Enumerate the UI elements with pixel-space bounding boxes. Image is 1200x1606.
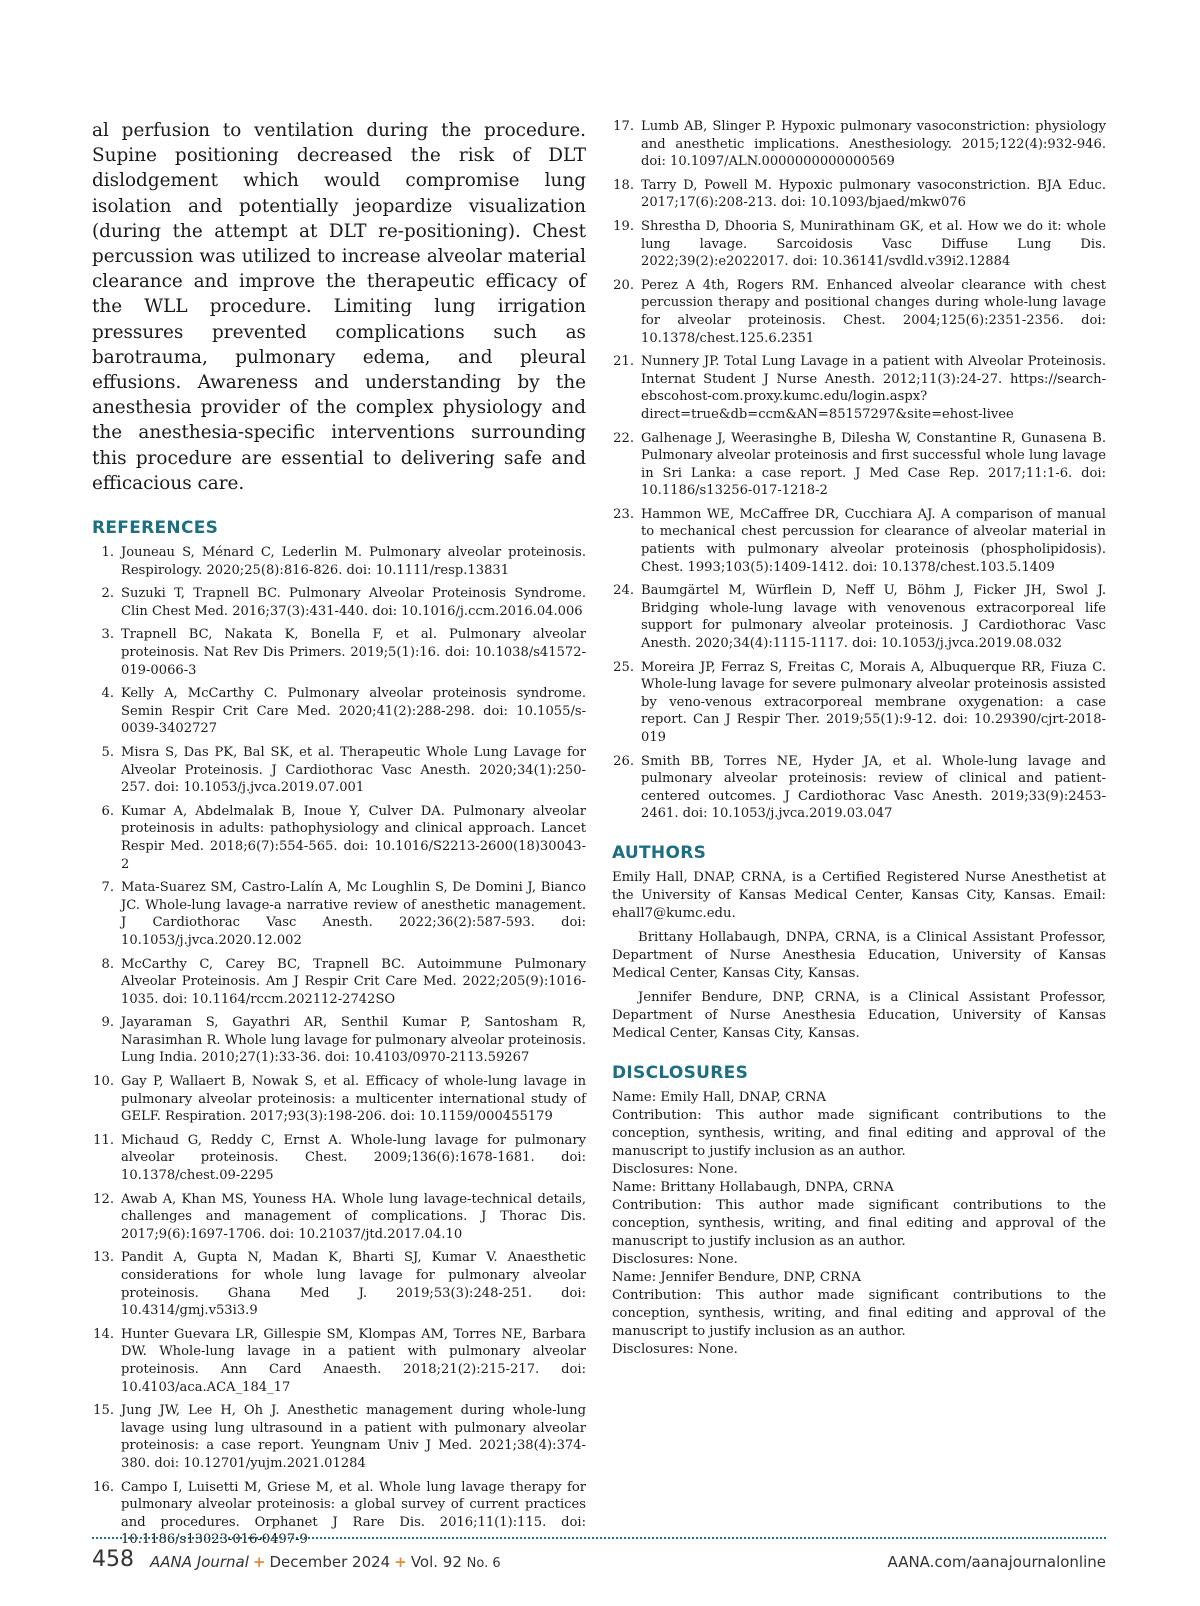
disclosure-line: Name: Brittany Hollabaugh, DNPA, CRNA (612, 1179, 894, 1195)
reference-text: Jayaraman S, Gayathri AR, Senthil Kumar P, Santosham R, Narasimhan R. Whole lung lavage for pulmonary alveolar proteinosis. Lung India. 2010;27(1):33-36. doi: 10.4103/0970-2113.59267 (121, 1015, 586, 1066)
reference-number: 20. (613, 277, 634, 293)
right-column (612, 118, 1106, 1359)
reference-item (612, 430, 1106, 500)
reference-item (612, 506, 1106, 576)
author-bio: Emily Hall, DNAP, CRNA, is a Certified Registered Nurse Anesthetist at the University of Kansas Medical Center, Kansas City, Kansas. Email: ehall7@kumc.edu. (612, 869, 1106, 921)
journal-citation (150, 1553, 501, 1571)
reference-number: 17. (613, 119, 634, 134)
reference-text: Lumb AB, Slinger P. Hypoxic pulmonary vasoconstriction: physiology and anesthetic implications. Anesthesiology. 2015;122(4):932-946. doi: 10.1097/ALN.0000000000000569 (641, 119, 1106, 170)
footer-dotted-divider (92, 1537, 1106, 1539)
left-column (92, 118, 586, 1555)
reference-text: Campo I, Luisetti M, Griese M, et al. Whole lung lavage therapy for pulmonary alveolar proteinosis: a global survey of current practices and procedures. Orphanet J Rare Dis. 2016;11(1):115. doi: 10.1186/s13023-016-0497-9 (121, 1479, 586, 1548)
reference-number: 1. (101, 545, 114, 561)
reference-number: 3. (101, 627, 114, 643)
reference-item (92, 1402, 586, 1472)
reference-item (612, 277, 1106, 347)
reference-number: 19. (613, 218, 634, 234)
reference-text: Smith BB, Torres NE, Hyder JA, et al. Whole-lung lavage and pulmonary alveolar proteinosis: review of clinical and patient-centered outcomes. J Cardiothorac Vasc Anesth. 2019;33(9):2453-2461. doi: 10.1053/j.jvca.2019.03.047 (641, 753, 1106, 822)
reference-number: 11. (93, 1132, 114, 1148)
reference-item (612, 659, 1106, 747)
reference-item (612, 177, 1106, 212)
reference-number: 5. (101, 744, 114, 760)
reference-number: 15. (93, 1403, 114, 1419)
reference-item (92, 1073, 586, 1126)
author-bio: Brittany Hollabaugh, DNPA, CRNA, is a Clinical Assistant Professor, Department of Nurse Anesthesia Education, University of Kansas Medical Center, Kansas City, Kansas. (612, 929, 1106, 981)
disclosure-line: Disclosures: None. (612, 1341, 738, 1357)
disclosure-line: Disclosures: None. (612, 1251, 738, 1267)
reference-item (612, 218, 1106, 271)
disclosure-line: Contribution: This author made significant contributions to the conception, synthesis, writing, and final editing and approval of the manuscript to justify inclusion as an author. (612, 1107, 1106, 1159)
reference-number: 23. (613, 506, 634, 522)
reference-text: Trapnell BC, Nakata K, Bonella F, et al. Pulmonary alveolar proteinosis. Nat Rev Dis Primers. 2019;5(1):16. doi: 10.1038/s41572-019-0066-3 (121, 627, 586, 678)
disclosure-line: Name: Jennifer Bendure, DNP, CRNA (612, 1269, 862, 1285)
journal-name: AANA Journal (150, 1553, 249, 1571)
disclosures-heading: DISCLOSURES (612, 1062, 749, 1083)
reference-number: 26. (613, 753, 634, 769)
reference-text: Perez A 4th, Rogers RM. Enhanced alveolar clearance with chest percussion therapy and positional changes during whole-lung lavage for alveolar proteinosis. Chest. 2004;125(6):2351-2356. doi: 10.1378/chest.125.6.2351 (641, 277, 1106, 346)
reference-item (92, 1191, 586, 1244)
reference-text: Gay P, Wallaert B, Nowak S, et al. Efficacy of whole-lung lavage in pulmonary alveolar proteinosis: a multicenter international study of GELF. Respiration. 2017;93(3):198-206. doi: 10.1159/000455179 (121, 1074, 586, 1125)
reference-number: 16. (93, 1479, 114, 1495)
reference-text: Kelly A, McCarthy C. Pulmonary alveolar proteinosis syndrome. Semin Respir Crit Care Med. 2020;41(2):288-298. doi: 10.1055/s-0039-3402727 (121, 686, 586, 737)
reference-number: 14. (93, 1326, 114, 1342)
reference-item (92, 1014, 586, 1067)
reference-text: Shrestha D, Dhooria S, Munirathinam GK, et al. How we do it: whole lung lavage. Sarcoidosis Vasc Diffuse Lung Dis. 2022;39(2):e2022017. doi: 10.36141/svdld.v39i2.12884 (641, 218, 1106, 270)
reference-item (612, 353, 1106, 423)
reference-text: Baumgärtel M, Würflein D, Neff U, Böhm J, Ficker JH, Swol J. Bridging whole-lung lavage with venovenous extracorporeal life support for pulmonary alveolar proteinosis. J Cardiothorac Vasc Anesth. 2020;34(4):1115-1117. doi: 10.1053/j.jvca.2019.08.032 (641, 583, 1106, 652)
issue-date: December 2024 (269, 1553, 391, 1571)
reference-item (612, 118, 1106, 171)
reference-number: 2. (101, 586, 114, 602)
reference-item (92, 1132, 586, 1185)
disclosure-line: Disclosures: None. (612, 1161, 738, 1177)
reference-number: 25. (613, 659, 634, 675)
reference-text: Galhenage J, Weerasinghe B, Dilesha W, Constantine R, Gunasena B. Pulmonary alveolar proteinosis and first successful whole lung lavage in Sri Lanka: a case report. J Med Case Rep. 2017;11:1-6. doi: 10.1186/s13256-017-1218-2 (641, 430, 1106, 499)
reference-item (92, 1249, 586, 1319)
plus-separator-icon: + (394, 1553, 407, 1571)
disclosure-line: Contribution: This author made significant contributions to the conception, synthesis, writing, and final editing and approval of the manuscript to justify inclusion as an author. (612, 1287, 1106, 1339)
reference-item (92, 585, 586, 620)
reference-item (92, 685, 586, 738)
reference-number: 8. (101, 956, 114, 972)
reference-item (92, 744, 586, 797)
authors-heading: AUTHORS (612, 842, 707, 863)
reference-number: 12. (93, 1191, 114, 1207)
reference-text: Pandit A, Gupta N, Madan K, Bharti SJ, Kumar V. Anaesthetic considerations for whole lung lavage for pulmonary alveolar proteinosis. Ghana Med J. 2019;53(3):248-251. doi: 10.4314/gmj.v53i3.9 (121, 1250, 586, 1319)
reference-number: 7. (101, 880, 114, 896)
reference-text: Moreira JP, Ferraz S, Freitas C, Morais A, Albuquerque RR, Fiuza C. Whole-lung lavage for severe pulmonary alveolar proteinosis assisted by veno-venous extracorporeal membrane oxygenation: a case report. Can J Respir Ther. 2019;55(1):9-12. doi: 10.29390/cjrt-2018-019 (641, 659, 1106, 745)
reference-number: 4. (101, 686, 114, 702)
volume: Vol. 92 (410, 1553, 462, 1571)
reference-item (612, 582, 1106, 652)
plus-separator-icon: + (252, 1553, 266, 1571)
intro-paragraph: al perfusion to ventilation during the procedure. Supine positioning decreased the risk of DLT dislodgement which would compromise lung isolation and potentially jeopardize visualization (during the attempt at DLT re-positioning). Chest percussion was utilized to increase alveolar material clearance and improve the therapeutic efficacy of the WLL procedure. Limiting lung irrigation pressures prevented complications such as barotrauma, pulmonary edema, and pleural effusions. Awareness and understanding by the anesthesia provider of the complex physiology and the anesthesia-specific interventions surrounding this procedure are essential to delivering safe and efficacious care. (92, 120, 586, 494)
reference-text: Mata-Suarez SM, Castro-Lalín A, Mc Loughlin S, De Domini J, Bianco JC. Whole-lung lavage-a narrative review of anesthetic management. J Cardiothorac Vasc Anesth. 2022;36(2):587-593. doi: 10.1053/j.jvca.2020.12.002 (121, 880, 586, 948)
reference-item (92, 803, 586, 873)
reference-text: Misra S, Das PK, Bal SK, et al. Therapeutic Whole Lung Lavage for Alveolar Proteinosis. J Cardiothorac Vasc Anesth. 2020;34(1):250-257. doi: 10.1053/j.jvca.2019.07.001 (121, 744, 586, 796)
reference-item (92, 879, 586, 949)
reference-text: Suzuki T, Trapnell BC. Pulmonary Alveolar Proteinosis Syndrome. Clin Chest Med. 2016;37(3):431-440. doi: 10.1016/j.ccm.2016.04.006 (121, 586, 586, 619)
reference-item (612, 753, 1106, 823)
disclosures-section (612, 1089, 1106, 1359)
disclosure-line: Name: Emily Hall, DNAP, CRNA (612, 1089, 827, 1105)
references-list-right (612, 118, 1106, 823)
reference-text: Jung JW, Lee H, Oh J. Anesthetic management during whole-lung lavage using lung ultrasound in a patient with pulmonary alveolar proteinosis: a case report. Yeungnam Univ J Med. 2021;38(4):374-380. doi: 10.12701/yujm.2021.01284 (121, 1403, 586, 1471)
reference-number: 22. (613, 430, 634, 446)
reference-text: Awab A, Khan MS, Youness HA. Whole lung lavage-technical details, challenges and management of complications. J Thorac Dis. 2017;9(6):1697-1706. doi: 10.21037/jtd.2017.04.10 (121, 1191, 586, 1242)
reference-text: Kumar A, Abdelmalak B, Inoue Y, Culver DA. Pulmonary alveolar proteinosis in adults: pathophysiology and clinical approach. Lancet Respir Med. 2018;6(7):554-565. doi: 10.1016/S2213-2600(18)30043-2 (121, 803, 586, 872)
issue-number: No. 6 (466, 1556, 501, 1571)
reference-text: Michaud G, Reddy C, Ernst A. Whole-lung lavage for pulmonary alveolar proteinosis. Chest. 2009;136(6):1678-1681. doi: 10.1378/chest.09-2295 (121, 1132, 586, 1184)
reference-number: 13. (93, 1250, 114, 1266)
reference-text: Hunter Guevara LR, Gillespie SM, Klompas AM, Torres NE, Barbara DW. Whole-lung lavage in a patient with pulmonary alveolar proteinosis. Ann Card Anaesth. 2018;21(2):215-217. doi: 10.4103/aca.ACA_184_17 (121, 1326, 586, 1395)
reference-text: Tarry D, Powell M. Hypoxic pulmonary vasoconstriction. BJA Educ. 2017;17(6):208-213. doi: 10.1093/bjaed/mkw076 (641, 177, 1106, 211)
reference-text: Jouneau S, Ménard C, Lederlin M. Pulmonary alveolar proteinosis. Respirology. 2020;25(8):816-826. doi: 10.1111/resp.13831 (121, 545, 586, 578)
reference-text: Hammon WE, McCaffree DR, Cucchiara AJ. A comparison of manual to mechanical chest percussion for clearance of alveolar material in patients with pulmonary alveolar proteinosis (phospholipidosis). Chest. 1993;103(5):1409-1412. doi: 10.1378/chest.103.5.1409 (641, 506, 1106, 575)
reference-text: McCarthy C, Carey BC, Trapnell BC. Autoimmune Pulmonary Alveolar Proteinosis. Am J Respir Crit Care Med. 2022;205(9):1016-1035. doi: 10.1164/rccm.202112-2742SO (121, 956, 586, 1007)
reference-number: 6. (101, 803, 114, 819)
reference-text: Nunnery JP. Total Lung Lavage in a patient with Alveolar Proteinosis. Internat Student J Nurse Anesth. 2012;11(3):24-27. https://search-ebscohost-com.proxy.kumc.edu/login.aspx?direct=true&db=ccm&AN=85157297&site=ehost-livee (641, 354, 1106, 422)
reference-item (92, 544, 586, 579)
reference-number: 18. (613, 177, 634, 193)
reference-number: 10. (93, 1074, 114, 1090)
author-bio: Jennifer Bendure, DNP, CRNA, is a Clinical Assistant Professor, Department of Nurse Anesthesia Education, University of Kansas Medical Center, Kansas City, Kansas. (612, 989, 1106, 1041)
references-heading: REFERENCES (92, 518, 219, 539)
reference-item (92, 956, 586, 1009)
reference-item (92, 626, 586, 679)
references-list-left (92, 544, 586, 1549)
authors-section (612, 869, 1106, 1043)
reference-number: 9. (101, 1015, 114, 1031)
reference-number: 24. (613, 583, 634, 599)
reference-number: 21. (613, 354, 634, 370)
journal-url[interactable]: AANA.com/aanajournalonline (887, 1553, 1106, 1571)
reference-item (92, 1326, 586, 1396)
page-number: 458 (92, 1547, 134, 1572)
disclosure-line: Contribution: This author made significant contributions to the conception, synthesis, writing, and final editing and approval of the manuscript to justify inclusion as an author. (612, 1197, 1106, 1249)
page-footer (92, 1547, 1106, 1581)
